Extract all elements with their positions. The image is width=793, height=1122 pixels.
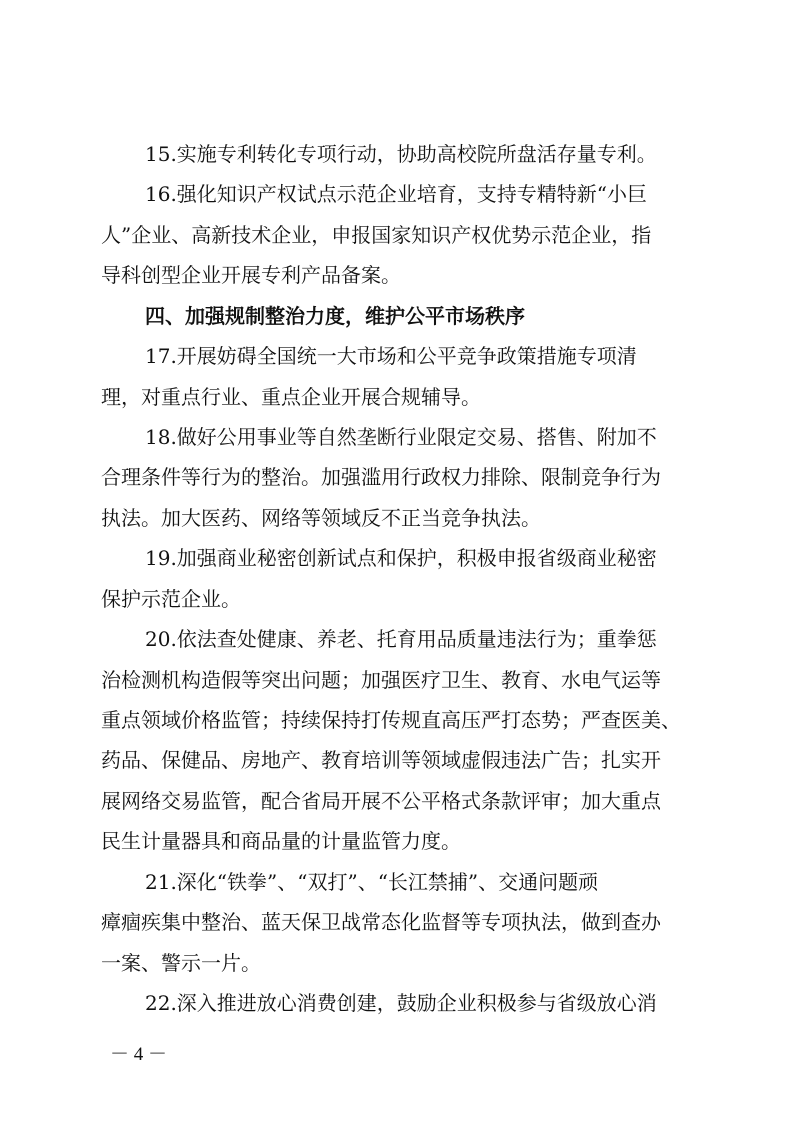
text-line	[0, 781, 793, 821]
paragraph-21-line-2: 瘴痼疾集中整治、蓝天保卫战常态化监督等专项执法，做到查办	[101, 910, 661, 935]
page-number: － 4 －	[110, 1044, 168, 1065]
paragraph-15-line-1: 15.实施专利转化专项行动，协助高校院所盘活存量专利。	[145, 142, 657, 166]
text-line	[0, 983, 793, 1023]
text-line	[0, 134, 793, 174]
paragraph-20-line-4: 药品、保健品、房地产、教育培训等领域虚假违法广告；扎实开	[101, 748, 661, 773]
text-line	[0, 943, 793, 983]
text-line	[0, 538, 793, 578]
paragraph-16-line-1: 16.强化知识产权试点示范企业培育，支持专精特新“小巨	[145, 182, 648, 207]
paragraph-19-line-1: 19.加强商业秘密创新试点和保护，积极申报省级商业秘密	[145, 546, 657, 571]
text-line	[0, 498, 793, 538]
text-line	[0, 700, 793, 740]
paragraph-21-line-3: 一案、警示一片。	[101, 950, 261, 975]
paragraph-20-line-5: 展网络交易监管，配合省局开展不公平格式条款评审；加大重点	[101, 788, 661, 813]
text-line	[0, 862, 793, 902]
text-line	[0, 579, 793, 619]
paragraph-18-line-1: 18.做好公用事业等自然垄断行业限定交易、搭售、附加不	[145, 425, 657, 449]
paragraph-22-line-1: 22.深入推进放心消费创建，鼓励企业积极参与省级放心消	[145, 991, 657, 1015]
text-line	[0, 457, 793, 497]
text-line	[0, 336, 793, 376]
text-line	[0, 174, 793, 214]
paragraph-16-line-2: 人”企业、高新技术企业，申报国家知识产权优势示范企业，指	[101, 222, 652, 247]
paragraph-20-line-2: 治检测机构造假等突出问题；加强医疗卫生、教育、水电气运等	[101, 667, 661, 692]
section-heading: 四、加强规制整治力度，维护公平市场秩序	[145, 303, 525, 328]
paragraph-20-line-6: 民生计量器具和商品量的计量监管力度。	[101, 829, 461, 854]
paragraph-19-line-2: 保护示范企业。	[101, 586, 241, 611]
paragraph-17-line-2: 理，对重点行业、重点企业开展合规辅导。	[101, 384, 481, 409]
text-line	[0, 660, 793, 700]
text-line	[0, 417, 793, 457]
text-line	[0, 255, 793, 295]
text-line	[0, 902, 793, 942]
section-heading-line	[0, 296, 793, 336]
paragraph-20-line-3: 重点领域价格监管；持续保持打传规直高压严打态势；严查医美、	[101, 708, 681, 732]
paragraph-16-line-3: 导科创型企业开展专利产品备案。	[101, 263, 401, 288]
paragraph-18-line-2: 合理条件等行为的整治。加强滥用行政权力排除、限制竞争行为	[101, 465, 661, 490]
paragraph-21-line-1: 21.深化“铁拳”、“双打”、“长江禁捕”、交通问题顽	[145, 869, 599, 894]
text-line	[0, 740, 793, 780]
paragraph-20-line-1: 20.依法查处健康、养老、托育用品质量违法行为；重拳惩	[145, 627, 657, 652]
paragraph-18-line-3: 执法。加大医药、网络等领域反不正当竞争执法。	[101, 505, 541, 530]
text-line	[0, 821, 793, 861]
text-line	[0, 215, 793, 255]
paragraph-17-line-1: 17.开展妨碍全国统一大市场和公平竞争政策措施专项清	[145, 344, 637, 369]
text-line	[0, 377, 793, 417]
text-line	[0, 619, 793, 659]
